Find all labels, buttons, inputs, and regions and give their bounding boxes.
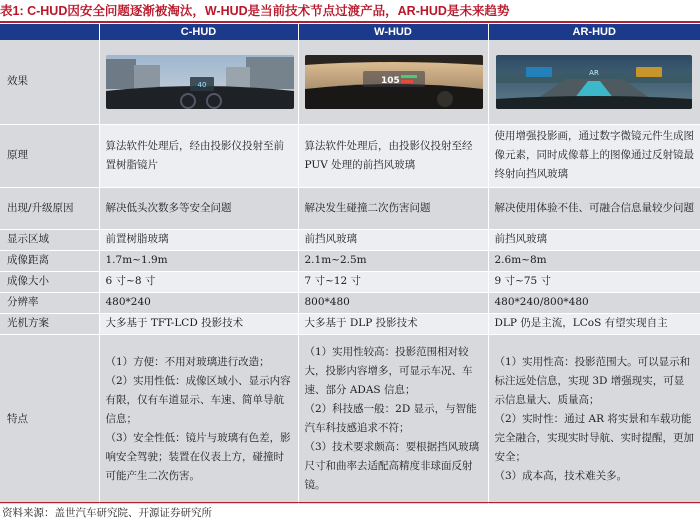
svg-text:40: 40 xyxy=(197,80,206,89)
feature-item: （1）实用性高：投影范围大。可以显示和标注远处信息，实现 3D 增强现实，可显示信息量大、质量高； xyxy=(494,355,691,406)
feature-item: （2）实用性低：成像区域小、显示内容有限，仅有车道显示、车速、简单导航信息； xyxy=(105,374,291,425)
distance-c-hud: 1.7m~1.9m xyxy=(99,250,298,271)
ar-hud-photo xyxy=(496,55,692,109)
source-note: 资料来源：盖世汽车研究院、开源证券研究所 xyxy=(2,507,212,519)
ar-overlay-label: AR xyxy=(589,68,600,77)
row-label: 原理 xyxy=(0,124,99,187)
feature-item: （2）科技感一般：2D 显示，与智能汽车科技感追求不符； xyxy=(304,403,477,435)
area-w-hud: 前挡风玻璃 xyxy=(298,229,488,250)
effect-ar-hud-cell xyxy=(488,40,700,124)
header-w-hud: W-HUD xyxy=(298,24,488,40)
table-title: 表1: C-HUD因安全问题逐渐被淘汰，W-HUD是当前技术节点过渡产品，AR-HUD是未来趋势 xyxy=(0,4,510,18)
feature-item: （3）安全性低：镜片与玻璃有色差，影响安全驾驶；装置在仪表上方，碰撞时可能产生二次伤害。 xyxy=(105,431,291,482)
feature-item: （3）成本高，技术难关多。 xyxy=(494,469,628,482)
row-label: 特点 xyxy=(0,334,99,504)
feature-item: （2）实时性：通过 AR 将实景和车载功能完全融合，实现实时导航、实时提醒，更加安全； xyxy=(494,412,694,463)
resolution-w-hud: 800*480 xyxy=(298,292,488,313)
comparison-table xyxy=(0,24,700,504)
row-distance xyxy=(0,250,700,271)
row-resolution xyxy=(0,292,700,313)
row-reason xyxy=(0,187,700,229)
row-size xyxy=(0,271,700,292)
row-label: 效果 xyxy=(0,40,99,124)
feature-item: （3）技术要求颇高：要根据挡风玻璃尺寸和曲率去适配高精度非球面反射镜。 xyxy=(304,441,480,492)
principle-w-hud: 算法软件处理后，由投影仪投射至经 PUV 处理的前挡风玻璃 xyxy=(298,124,488,187)
distance-w-hud: 2.1m~2.5m xyxy=(298,250,488,271)
resolution-ar-hud: 480*240/800*480 xyxy=(488,292,700,313)
row-label: 光机方案 xyxy=(0,313,99,334)
area-c-hud: 前置树脂玻璃 xyxy=(99,229,298,250)
distance-ar-hud: 2.6m~8m xyxy=(488,250,700,271)
row-label: 成像大小 xyxy=(0,271,99,292)
optics-c-hud: 大多基于 TFT-LCD 投影技术 xyxy=(99,313,298,334)
row-label: 分辨率 xyxy=(0,292,99,313)
row-label: 显示区域 xyxy=(0,229,99,250)
area-ar-hud: 前挡风玻璃 xyxy=(488,229,700,250)
features-w-hud xyxy=(298,334,488,504)
svg-text:105: 105 xyxy=(380,75,400,86)
size-ar-hud: 9 寸~75 寸 xyxy=(488,271,700,292)
header-ar-hud: AR-HUD xyxy=(488,24,700,40)
reason-c-hud: 解决低头次数多等安全问题 xyxy=(99,187,298,229)
features-ar-hud xyxy=(488,334,700,504)
feature-item: （1）方便：不用对玻璃进行改造； xyxy=(105,355,270,368)
header-c-hud: C-HUD xyxy=(99,24,298,40)
title-rule xyxy=(0,21,700,23)
size-c-hud: 6 寸~8 寸 xyxy=(99,271,298,292)
row-effect xyxy=(0,40,700,124)
principle-ar-hud: 使用增强投影画，通过数字微镜元件生成图像元素，同时成像幕上的图像通过反射镜最终射向挡风玻璃 xyxy=(488,124,700,187)
resolution-c-hud: 480*240 xyxy=(99,292,298,313)
features-c-hud xyxy=(99,334,298,504)
row-label: 出现/升级原因 xyxy=(0,187,99,229)
row-optics xyxy=(0,313,700,334)
row-label: 成像距离 xyxy=(0,250,99,271)
feature-item: （1）实用性较高：投影范围相对较大，投影内容增多，可显示车况、车速、部分 ADAS 信息； xyxy=(304,346,473,397)
principle-c-hud: 算法软件处理后，经由投影仪投射至前置树脂镜片 xyxy=(99,124,298,187)
w-hud-photo xyxy=(305,55,483,109)
footer-rule xyxy=(0,502,700,503)
size-w-hud: 7 寸~12 寸 xyxy=(298,271,488,292)
optics-w-hud: 大多基于 DLP 投影技术 xyxy=(298,313,488,334)
reason-w-hud: 解决发生碰撞二次伤害问题 xyxy=(298,187,488,229)
row-area xyxy=(0,229,700,250)
c-hud-photo xyxy=(106,55,294,109)
reason-ar-hud: 解决使用体验不佳、可融合信息量较少问题 xyxy=(488,187,700,229)
row-principle xyxy=(0,124,700,187)
row-features xyxy=(0,334,700,504)
header-blank xyxy=(0,24,99,40)
effect-w-hud-cell xyxy=(298,40,488,124)
optics-ar-hud: DLP 仍是主流，LCoS 有望实现自主 xyxy=(488,313,700,334)
effect-c-hud-cell xyxy=(99,40,298,124)
